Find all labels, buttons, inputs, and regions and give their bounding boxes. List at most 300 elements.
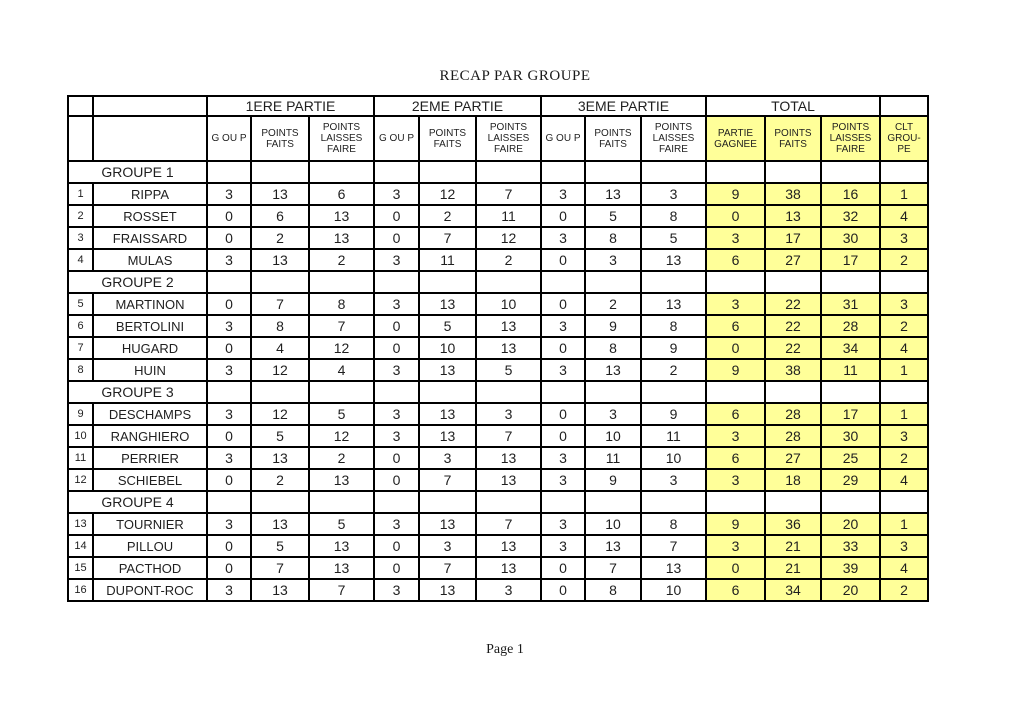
score-g-ou-p-cell: 3 [374, 403, 419, 425]
total-points-laisses-cell: 20 [821, 579, 880, 601]
empty-cell [374, 271, 419, 293]
score-points-laisses-cell: 12 [309, 337, 374, 359]
score-points-faits-cell: 7 [419, 227, 476, 249]
score-points-laisses-cell: 7 [641, 535, 706, 557]
group-header-row [68, 271, 928, 293]
row-number-cell: 11 [68, 447, 93, 469]
score-g-ou-p-cell: 3 [207, 513, 251, 535]
empty-cell [476, 381, 541, 403]
total-points-laisses-cell: 17 [821, 249, 880, 271]
score-points-faits-cell: 7 [419, 557, 476, 579]
empty-cell [821, 271, 880, 293]
total-points-faits-cell: 22 [765, 337, 821, 359]
header-2eme-partie: 2EME PARTIE [374, 96, 541, 116]
score-g-ou-p-cell: 0 [207, 425, 251, 447]
score-points-faits-cell: 13 [419, 293, 476, 315]
total-points-laisses-cell: 29 [821, 469, 880, 491]
total-partie-gagnee-cell: 3 [706, 469, 765, 491]
empty-cell [880, 491, 928, 513]
col-header-g-ou-p: G OU P [207, 116, 251, 161]
score-points-laisses-cell: 12 [476, 227, 541, 249]
score-points-faits-cell: 13 [251, 447, 309, 469]
score-g-ou-p-cell: 3 [207, 249, 251, 271]
score-points-laisses-cell: 11 [476, 205, 541, 227]
player-name-cell: SCHIEBEL [93, 469, 207, 491]
score-points-faits-cell: 5 [251, 425, 309, 447]
total-partie-gagnee-cell: 0 [706, 205, 765, 227]
score-g-ou-p-cell: 0 [541, 205, 585, 227]
score-points-laisses-cell: 8 [641, 205, 706, 227]
sub-header-row [68, 116, 928, 161]
empty-cell [585, 161, 641, 183]
score-points-laisses-cell: 13 [309, 535, 374, 557]
score-g-ou-p-cell: 3 [541, 469, 585, 491]
table-row [68, 557, 928, 579]
total-points-faits-cell: 27 [765, 447, 821, 469]
table-row [68, 205, 928, 227]
score-points-laisses-cell: 5 [309, 513, 374, 535]
score-points-faits-cell: 3 [585, 249, 641, 271]
score-points-laisses-cell: 10 [476, 293, 541, 315]
score-points-faits-cell: 13 [251, 183, 309, 205]
score-points-faits-cell: 6 [251, 205, 309, 227]
empty-cell [541, 271, 585, 293]
score-points-faits-cell: 13 [419, 425, 476, 447]
score-points-faits-cell: 13 [419, 513, 476, 535]
player-name-cell: PERRIER [93, 447, 207, 469]
player-name-cell: ROSSET [93, 205, 207, 227]
row-number-cell: 2 [68, 205, 93, 227]
total-points-laisses-cell: 25 [821, 447, 880, 469]
empty-cell [880, 271, 928, 293]
score-points-laisses-cell: 11 [641, 425, 706, 447]
score-g-ou-p-cell: 3 [374, 293, 419, 315]
score-points-laisses-cell: 2 [309, 249, 374, 271]
score-g-ou-p-cell: 0 [541, 579, 585, 601]
score-points-laisses-cell: 6 [309, 183, 374, 205]
score-g-ou-p-cell: 0 [207, 337, 251, 359]
empty-cell [585, 381, 641, 403]
recap-table [67, 95, 929, 602]
corner-cell [68, 96, 93, 116]
empty-cell [821, 161, 880, 183]
total-points-laisses-cell: 39 [821, 557, 880, 579]
player-name-cell: RANGHIERO [93, 425, 207, 447]
score-points-laisses-cell: 13 [476, 535, 541, 557]
score-points-faits-cell: 13 [585, 359, 641, 381]
table-row [68, 535, 928, 557]
player-name-cell: MULAS [93, 249, 207, 271]
table-row [68, 359, 928, 381]
total-points-faits-cell: 36 [765, 513, 821, 535]
empty-cell [641, 491, 706, 513]
col-header-partie-gagnee: PARTIE GAGNEE [706, 116, 765, 161]
score-g-ou-p-cell: 3 [374, 513, 419, 535]
score-points-laisses-cell: 13 [476, 315, 541, 337]
clt-groupe-cell: 1 [880, 513, 928, 535]
score-points-faits-cell: 3 [585, 403, 641, 425]
player-name-cell: DUPONT-ROC [93, 579, 207, 601]
col-header-points-laisses-faire: POINTS LAISSES FAIRE [476, 116, 541, 161]
col-header-g-ou-p: G OU P [374, 116, 419, 161]
table-row [68, 425, 928, 447]
table-row [68, 469, 928, 491]
score-g-ou-p-cell: 0 [374, 557, 419, 579]
score-points-faits-cell: 2 [585, 293, 641, 315]
score-points-faits-cell: 7 [251, 557, 309, 579]
empty-cell [309, 161, 374, 183]
empty-cell [207, 381, 251, 403]
empty-cell [541, 161, 585, 183]
col-header-points-laisses-faire: POINTS LAISSES FAIRE [641, 116, 706, 161]
player-name-cell: TOURNIER [93, 513, 207, 535]
score-g-ou-p-cell: 0 [541, 425, 585, 447]
empty-cell [821, 381, 880, 403]
clt-groupe-cell: 3 [880, 227, 928, 249]
empty-cell [207, 271, 251, 293]
score-g-ou-p-cell: 3 [207, 403, 251, 425]
score-points-laisses-cell: 3 [476, 579, 541, 601]
table-row [68, 227, 928, 249]
empty-cell [706, 491, 765, 513]
group-label: GROUPE 1 [68, 161, 207, 183]
group-header-row [68, 381, 928, 403]
partie-header-row [68, 96, 928, 116]
empty-cell [476, 491, 541, 513]
total-points-faits-cell: 28 [765, 425, 821, 447]
corner-cell [93, 116, 207, 161]
score-points-faits-cell: 12 [419, 183, 476, 205]
empty-cell [419, 491, 476, 513]
total-points-faits-cell: 34 [765, 579, 821, 601]
score-g-ou-p-cell: 3 [207, 579, 251, 601]
row-number-cell: 16 [68, 579, 93, 601]
table-row [68, 293, 928, 315]
group-label: GROUPE 4 [68, 491, 207, 513]
score-points-laisses-cell: 8 [309, 293, 374, 315]
row-number-cell: 14 [68, 535, 93, 557]
score-points-laisses-cell: 3 [476, 403, 541, 425]
empty-cell [585, 491, 641, 513]
group-label: GROUPE 2 [68, 271, 207, 293]
score-points-laisses-cell: 13 [476, 337, 541, 359]
score-g-ou-p-cell: 0 [207, 557, 251, 579]
total-points-faits-cell: 18 [765, 469, 821, 491]
score-points-faits-cell: 11 [419, 249, 476, 271]
col-header-total-points-laisses-faire: POINTS LAISSES FAIRE [821, 116, 880, 161]
empty-cell [374, 161, 419, 183]
empty-cell [251, 161, 309, 183]
empty-cell [541, 381, 585, 403]
score-points-laisses-cell: 3 [641, 183, 706, 205]
score-g-ou-p-cell: 3 [374, 359, 419, 381]
empty-cell [374, 381, 419, 403]
clt-groupe-cell: 3 [880, 535, 928, 557]
total-partie-gagnee-cell: 0 [706, 557, 765, 579]
score-g-ou-p-cell: 0 [207, 205, 251, 227]
empty-cell [880, 381, 928, 403]
score-g-ou-p-cell: 3 [207, 183, 251, 205]
score-points-faits-cell: 13 [419, 359, 476, 381]
corner-cell [68, 116, 93, 161]
empty-cell [309, 271, 374, 293]
empty-cell [251, 271, 309, 293]
col-header-clt-groupe: CLT GROU-PE [880, 116, 928, 161]
score-points-laisses-cell: 7 [476, 183, 541, 205]
score-g-ou-p-cell: 3 [207, 315, 251, 337]
score-points-faits-cell: 13 [251, 249, 309, 271]
player-name-cell: HUIN [93, 359, 207, 381]
player-name-cell: FRAISSARD [93, 227, 207, 249]
row-number-cell: 9 [68, 403, 93, 425]
score-points-laisses-cell: 7 [309, 315, 374, 337]
clt-groupe-cell: 4 [880, 469, 928, 491]
page-title: RECAP PAR GROUPE [439, 68, 591, 84]
empty-cell [419, 381, 476, 403]
score-points-faits-cell: 8 [585, 227, 641, 249]
total-points-faits-cell: 28 [765, 403, 821, 425]
empty-cell [765, 271, 821, 293]
score-points-laisses-cell: 13 [641, 249, 706, 271]
score-points-laisses-cell: 10 [641, 579, 706, 601]
total-points-laisses-cell: 11 [821, 359, 880, 381]
empty-cell [309, 381, 374, 403]
score-points-laisses-cell: 13 [309, 227, 374, 249]
score-points-faits-cell: 10 [585, 425, 641, 447]
col-header-total-points-faits: POINTS FAITS [765, 116, 821, 161]
score-g-ou-p-cell: 3 [207, 359, 251, 381]
empty-cell [541, 491, 585, 513]
score-g-ou-p-cell: 0 [374, 205, 419, 227]
total-points-faits-cell: 21 [765, 557, 821, 579]
row-number-cell: 7 [68, 337, 93, 359]
total-points-faits-cell: 22 [765, 293, 821, 315]
score-g-ou-p-cell: 3 [374, 579, 419, 601]
score-points-faits-cell: 7 [251, 293, 309, 315]
empty-cell [476, 161, 541, 183]
score-points-laisses-cell: 10 [641, 447, 706, 469]
corner-cell [93, 96, 207, 116]
score-g-ou-p-cell: 3 [541, 513, 585, 535]
row-number-cell: 3 [68, 227, 93, 249]
player-name-cell: PACTHOD [93, 557, 207, 579]
total-partie-gagnee-cell: 3 [706, 227, 765, 249]
total-points-laisses-cell: 34 [821, 337, 880, 359]
total-points-laisses-cell: 33 [821, 535, 880, 557]
score-g-ou-p-cell: 3 [541, 183, 585, 205]
total-points-faits-cell: 21 [765, 535, 821, 557]
score-points-laisses-cell: 13 [476, 469, 541, 491]
score-g-ou-p-cell: 0 [207, 293, 251, 315]
total-points-faits-cell: 38 [765, 183, 821, 205]
clt-groupe-cell: 3 [880, 293, 928, 315]
total-points-laisses-cell: 30 [821, 227, 880, 249]
clt-groupe-cell: 1 [880, 403, 928, 425]
col-header-g-ou-p: G OU P [541, 116, 585, 161]
score-points-faits-cell: 13 [419, 579, 476, 601]
score-points-laisses-cell: 7 [476, 513, 541, 535]
score-g-ou-p-cell: 3 [207, 447, 251, 469]
empty-cell [641, 161, 706, 183]
empty-cell [207, 491, 251, 513]
score-g-ou-p-cell: 3 [374, 249, 419, 271]
total-partie-gagnee-cell: 6 [706, 315, 765, 337]
table-row [68, 513, 928, 535]
score-points-faits-cell: 11 [585, 447, 641, 469]
table-row [68, 183, 928, 205]
score-points-faits-cell: 2 [419, 205, 476, 227]
score-points-faits-cell: 7 [419, 469, 476, 491]
score-points-laisses-cell: 5 [309, 403, 374, 425]
score-points-faits-cell: 13 [419, 403, 476, 425]
score-points-laisses-cell: 8 [641, 513, 706, 535]
table-row [68, 249, 928, 271]
total-points-laisses-cell: 28 [821, 315, 880, 337]
score-points-laisses-cell: 3 [641, 469, 706, 491]
col-header-points-faits: POINTS FAITS [251, 116, 309, 161]
table-row [68, 579, 928, 601]
total-points-faits-cell: 27 [765, 249, 821, 271]
score-points-faits-cell: 2 [251, 227, 309, 249]
score-g-ou-p-cell: 0 [207, 227, 251, 249]
player-name-cell: RIPPA [93, 183, 207, 205]
score-points-laisses-cell: 13 [476, 557, 541, 579]
score-g-ou-p-cell: 0 [374, 337, 419, 359]
empty-cell [309, 491, 374, 513]
clt-groupe-cell: 3 [880, 425, 928, 447]
score-points-laisses-cell: 2 [476, 249, 541, 271]
empty-cell [765, 161, 821, 183]
total-partie-gagnee-cell: 3 [706, 293, 765, 315]
row-number-cell: 5 [68, 293, 93, 315]
row-number-cell: 10 [68, 425, 93, 447]
score-g-ou-p-cell: 0 [541, 403, 585, 425]
empty-cell [706, 381, 765, 403]
clt-groupe-cell: 4 [880, 337, 928, 359]
total-partie-gagnee-cell: 3 [706, 535, 765, 557]
total-partie-gagnee-cell: 6 [706, 447, 765, 469]
header-1ere-partie: 1ERE PARTIE [207, 96, 374, 116]
score-points-faits-cell: 13 [585, 535, 641, 557]
score-points-laisses-cell: 13 [309, 557, 374, 579]
score-g-ou-p-cell: 0 [207, 469, 251, 491]
total-partie-gagnee-cell: 0 [706, 337, 765, 359]
empty-cell [765, 381, 821, 403]
score-points-laisses-cell: 9 [641, 337, 706, 359]
row-number-cell: 1 [68, 183, 93, 205]
empty-cell [706, 161, 765, 183]
score-g-ou-p-cell: 0 [374, 447, 419, 469]
score-g-ou-p-cell: 0 [541, 249, 585, 271]
total-points-laisses-cell: 16 [821, 183, 880, 205]
col-header-points-faits: POINTS FAITS [419, 116, 476, 161]
score-g-ou-p-cell: 0 [374, 469, 419, 491]
score-points-laisses-cell: 2 [641, 359, 706, 381]
score-g-ou-p-cell: 3 [541, 447, 585, 469]
clt-groupe-cell: 4 [880, 557, 928, 579]
table-row [68, 337, 928, 359]
player-name-cell: DESCHAMPS [93, 403, 207, 425]
table-row [68, 315, 928, 337]
player-name-cell: PILLOU [93, 535, 207, 557]
total-points-laisses-cell: 30 [821, 425, 880, 447]
row-number-cell: 13 [68, 513, 93, 535]
total-partie-gagnee-cell: 9 [706, 359, 765, 381]
total-points-laisses-cell: 32 [821, 205, 880, 227]
player-name-cell: MARTINON [93, 293, 207, 315]
table-row [68, 403, 928, 425]
empty-cell [880, 161, 928, 183]
empty-cell [706, 271, 765, 293]
empty-cell [251, 381, 309, 403]
group-header-row [68, 491, 928, 513]
score-g-ou-p-cell: 0 [541, 557, 585, 579]
score-points-laisses-cell: 13 [309, 205, 374, 227]
empty-cell [251, 491, 309, 513]
score-points-faits-cell: 12 [251, 403, 309, 425]
total-partie-gagnee-cell: 6 [706, 403, 765, 425]
clt-groupe-cell: 1 [880, 183, 928, 205]
total-partie-gagnee-cell: 9 [706, 183, 765, 205]
empty-cell [374, 491, 419, 513]
empty-cell [419, 271, 476, 293]
total-points-faits-cell: 22 [765, 315, 821, 337]
empty-cell [585, 271, 641, 293]
empty-cell [821, 491, 880, 513]
empty-cell [641, 271, 706, 293]
player-name-cell: BERTOLINI [93, 315, 207, 337]
empty-cell [207, 161, 251, 183]
score-points-faits-cell: 3 [419, 447, 476, 469]
score-g-ou-p-cell: 3 [374, 183, 419, 205]
score-points-laisses-cell: 13 [476, 447, 541, 469]
total-points-faits-cell: 13 [765, 205, 821, 227]
score-points-laisses-cell: 5 [476, 359, 541, 381]
score-points-faits-cell: 10 [585, 513, 641, 535]
header-3eme-partie: 3EME PARTIE [541, 96, 706, 116]
score-g-ou-p-cell: 0 [541, 337, 585, 359]
row-number-cell: 6 [68, 315, 93, 337]
total-partie-gagnee-cell: 9 [706, 513, 765, 535]
score-points-faits-cell: 5 [251, 535, 309, 557]
empty-cell [476, 271, 541, 293]
score-points-laisses-cell: 5 [641, 227, 706, 249]
clt-groupe-cell: 2 [880, 579, 928, 601]
row-number-cell: 12 [68, 469, 93, 491]
score-points-faits-cell: 3 [419, 535, 476, 557]
score-points-faits-cell: 13 [251, 513, 309, 535]
clt-groupe-cell: 2 [880, 315, 928, 337]
row-number-cell: 15 [68, 557, 93, 579]
score-g-ou-p-cell: 3 [541, 535, 585, 557]
score-points-laisses-cell: 12 [309, 425, 374, 447]
score-g-ou-p-cell: 3 [374, 425, 419, 447]
score-points-faits-cell: 8 [585, 579, 641, 601]
score-points-faits-cell: 5 [585, 205, 641, 227]
header-total: TOTAL [706, 96, 880, 116]
total-points-faits-cell: 38 [765, 359, 821, 381]
total-partie-gagnee-cell: 6 [706, 579, 765, 601]
empty-cell [419, 161, 476, 183]
total-partie-gagnee-cell: 3 [706, 425, 765, 447]
col-header-points-laisses-faire: POINTS LAISSES FAIRE [309, 116, 374, 161]
total-partie-gagnee-cell: 6 [706, 249, 765, 271]
score-points-faits-cell: 12 [251, 359, 309, 381]
score-g-ou-p-cell: 3 [541, 315, 585, 337]
score-points-laisses-cell: 8 [641, 315, 706, 337]
score-points-faits-cell: 13 [251, 579, 309, 601]
score-points-laisses-cell: 7 [309, 579, 374, 601]
